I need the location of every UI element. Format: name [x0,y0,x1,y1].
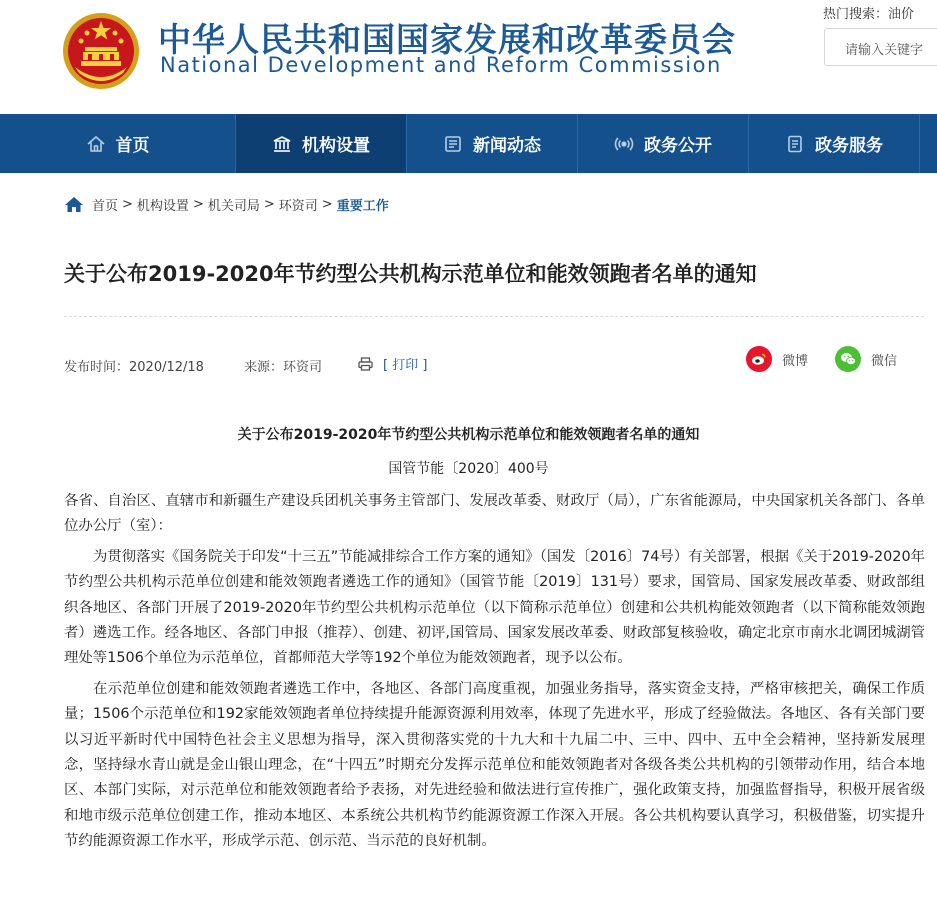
news-icon [443,134,463,154]
nav-label: 政务公开 [644,136,712,156]
nav-item-gov-services[interactable] [749,114,919,173]
publish-time: 发布时间：2020/12/18 [64,360,204,375]
nav-label: 新闻动态 [473,136,541,156]
site-title-cn[interactable]: 中华人民共和国国家发展和改革委员会 [158,20,736,59]
site-title-en[interactable]: National Development and Reform Commission [160,53,722,77]
article-title: 关于公布2019-2020年节约型公共机构示范单位和能效领跑者名单的通知 [64,262,757,286]
breadcrumb-home-icon[interactable] [64,196,84,213]
document-title: 关于公布2019-2020年节约型公共机构示范单位和能效领跑者名单的通知 [237,427,700,443]
national-emblem-icon[interactable] [61,11,141,91]
breadcrumb-item-environment[interactable]: 环资司 [278,199,318,214]
print-button[interactable] [358,354,427,373]
search-input[interactable]: 请输入关键字 [824,28,937,66]
breadcrumb-separator: > [192,197,204,212]
article-source: 来源：环资司 [244,360,323,375]
article-body [64,489,925,860]
broadcast-icon [614,134,634,154]
document-number: 国管节能〔2020〕400号 [388,461,549,477]
breadcrumb-separator: > [122,197,133,212]
title-divider [64,316,924,317]
nav-label: 机构设置 [302,136,370,156]
home-icon [86,134,106,154]
breadcrumb-current[interactable]: 重要工作 [336,199,389,214]
hot-search[interactable]: 热门搜索：油价 [823,7,915,22]
print-label: [ 打印 ] [383,358,428,373]
weibo-icon [746,346,772,372]
wechat-icon [835,346,861,372]
breadcrumb-separator: > [321,197,333,212]
breadcrumb [64,195,389,214]
share-wechat-button[interactable] [835,346,897,372]
paragraph-addressees: 各省、自治区、直辖市和新疆生产建设兵团机关事务主管部门、发展改革委、财政厅（局），广东省能源局，中央国家机关各部门、各单位办公厅（室）： [64,493,925,535]
main-nav [0,114,937,173]
service-doc-icon [785,134,805,154]
institution-icon [272,134,292,154]
weibo-label: 微博 [782,353,809,369]
nav-item-gov-affairs[interactable] [578,114,748,173]
site-header [0,0,937,114]
breadcrumb-item-institutions[interactable]: 机构设置 [136,199,189,214]
nav-item-home[interactable] [0,114,235,173]
printer-icon [358,357,373,371]
wechat-label: 微信 [871,353,898,369]
breadcrumb-separator: > [263,197,275,212]
paragraph: 为贯彻落实《国务院关于印发“十三五”节能减排综合工作方案的通知》（国发〔2016〕74号）有关部署，根据《关于2019-2020年节约型公共机构示范单位创建和能效领跑者遴选工作的通知》（国管节能〔2019〕131号）要求，国管局、国家发展改革委、财政部组织各地区、各部门开展了2019-2020年节约型公共机构示范单位（以下简称示范单位）创建和公共机构能效领跑者（以下简称能效领跑者）遴选工作。经各地区、各部门申报（推荐）、创建、初评,国管局、国家发展改革委、财政部复核验收，确定北京市南水北调团城湖管理处等1506个单位为示范单位，首都师范大学等192个单位为能效领跑者，现予以公布。 [64,548,925,667]
breadcrumb-item-home[interactable]: 首页 [92,199,119,214]
nav-label: 首页 [115,136,150,156]
share-weibo-button[interactable] [746,346,808,372]
nav-item-institutions[interactable] [236,114,406,173]
nav-label: 政务服务 [815,136,883,156]
breadcrumb-item-departments[interactable]: 机关司局 [207,199,260,214]
nav-item-news[interactable] [407,114,577,173]
nav-divider [919,114,920,173]
paragraph: 在示范单位创建和能效领跑者遴选工作中，各地区、各部门高度重视，加强业务指导，落实资金支持，严格审核把关，确保工作质量；1506个示范单位和192家能效领跑者单位持续提升能源资源利用效率，体现了先进水平，形成了经验做法。各地区、各有关部门要以习近平新时代中国特色社会主义思想为指导，深入贯彻落实党的十九大和十九届二中、三中、四中、五中全会精神，坚持新发展理念，坚持绿水青山就是金山银山理念，在“十四五”时期充分发挥示范单位和能效领跑者对各级各类公共机构的引领带动作用，结合本地区、本部门实际，对示范单位和能效领跑者给予表扬，对先进经验和做法进行宣传推广，强化政策支持，加强监督指导，积极开展省级和地市级示范单位创建工作，推动本地区、本系统公共机构节约能源资源工作深入开展。各公共机构要认真学习，积极借鉴，切实提升节约能源资源工作水平，形成学示范、创示范、当示范的良好机制。 [64,680,925,850]
